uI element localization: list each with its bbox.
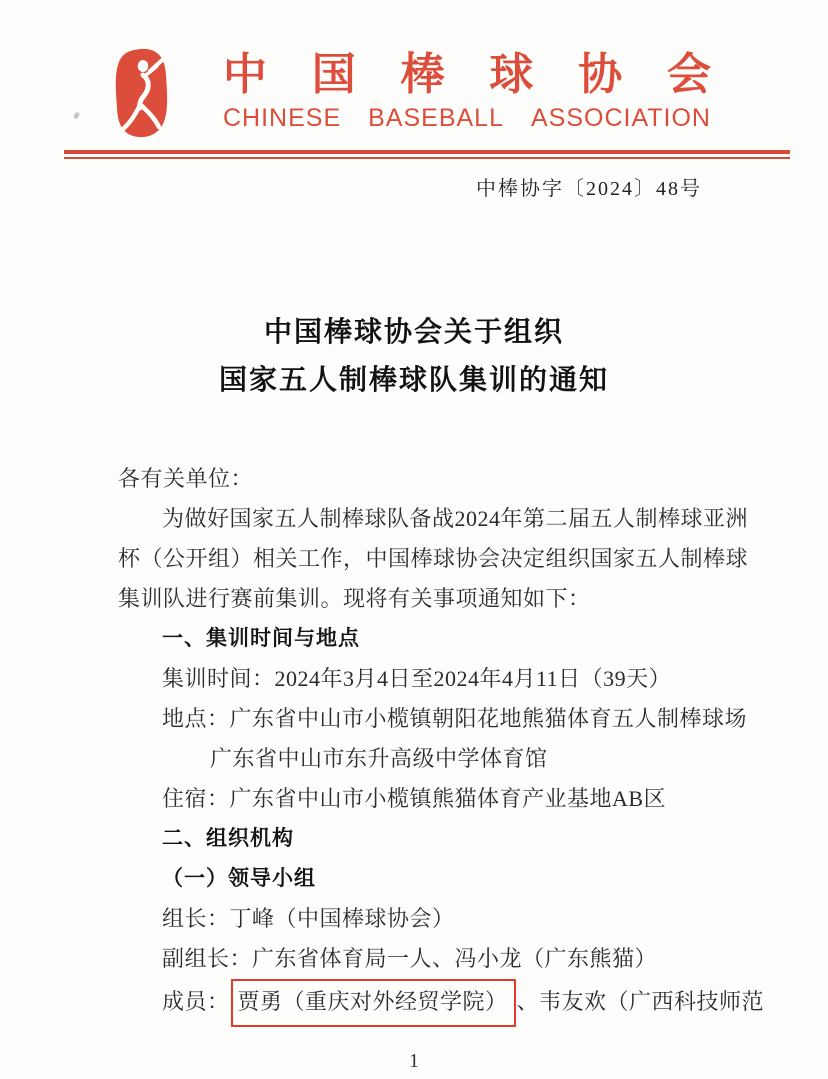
org-cn-char: 协 — [578, 50, 623, 99]
letterhead-divider-rule — [64, 150, 790, 159]
letterhead — [0, 0, 828, 139]
intro-paragraph-line2: 杯（公开组）相关工作，中国棒球协会决定组织国家五人制棒球 — [118, 546, 749, 571]
org-name-english — [223, 105, 711, 131]
org-cn-char: 国 — [311, 50, 356, 99]
document-body — [118, 459, 765, 1027]
members-label: 成员： — [162, 989, 230, 1014]
org-cn-char: 会 — [666, 50, 711, 99]
document-title-line1: 中国棒球协会关于组织 — [263, 317, 564, 348]
org-en-word: ASSOCIATION — [530, 104, 711, 132]
document-title-line2: 国家五人制棒球队集训的通知 — [218, 365, 609, 396]
org-en-word: BASEBALL — [368, 104, 504, 132]
intro-paragraph-line3: 集训队进行赛前集训。现将有关事项通知如下： — [118, 586, 591, 611]
deputy-leader-line: 副组长：广东省体育局一人、冯小龙（广东熊猫） — [162, 946, 658, 971]
group-leader-line: 组长：丁峰（中国棒球协会） — [162, 906, 455, 931]
members-line — [118, 979, 765, 1027]
document-title — [0, 309, 828, 405]
org-name-block — [223, 46, 711, 131]
lodging-line: 住宿：广东省中山市小榄镇熊猫体育产业基地AB区 — [162, 786, 667, 811]
venue-line-2: 广东省中山市东升高级中学体育馆 — [210, 746, 548, 771]
member-highlighted-text: 贾勇（重庆对外经贸学院） — [237, 989, 508, 1014]
org-cn-char: 球 — [489, 50, 534, 99]
subsection-1-heading: （一）领导小组 — [162, 867, 316, 890]
baseball-batter-seal-logo — [110, 46, 173, 139]
venue-line-1: 地点：广东省中山市小榄镇朝阳花地熊猫体育五人制棒球场 — [162, 706, 748, 731]
org-cn-char: 中 — [223, 50, 267, 99]
members-continuation-text: 、韦友欢（广西科技师范 — [516, 989, 765, 1014]
page-number: 1 — [409, 1050, 419, 1072]
salutation-line: 各有关单位： — [118, 466, 254, 491]
org-en-word: CHINESE — [223, 104, 342, 132]
training-time-line: 集训时间：2024年3月4日至2024年4月11日（39天） — [162, 666, 672, 691]
org-name-chinese — [223, 52, 711, 98]
intro-paragraph-line1: 为做好国家五人制棒球队备战2024年第二届五人制棒球亚洲 — [162, 506, 749, 531]
document-number: 中棒协字〔2024〕48号 — [476, 178, 702, 200]
section-2-heading: 二、组织机构 — [162, 827, 294, 850]
section-1-heading: 一、集训时间与地点 — [162, 627, 360, 650]
member-highlight-annotation-box — [231, 979, 516, 1027]
org-cn-char: 棒 — [400, 50, 445, 99]
